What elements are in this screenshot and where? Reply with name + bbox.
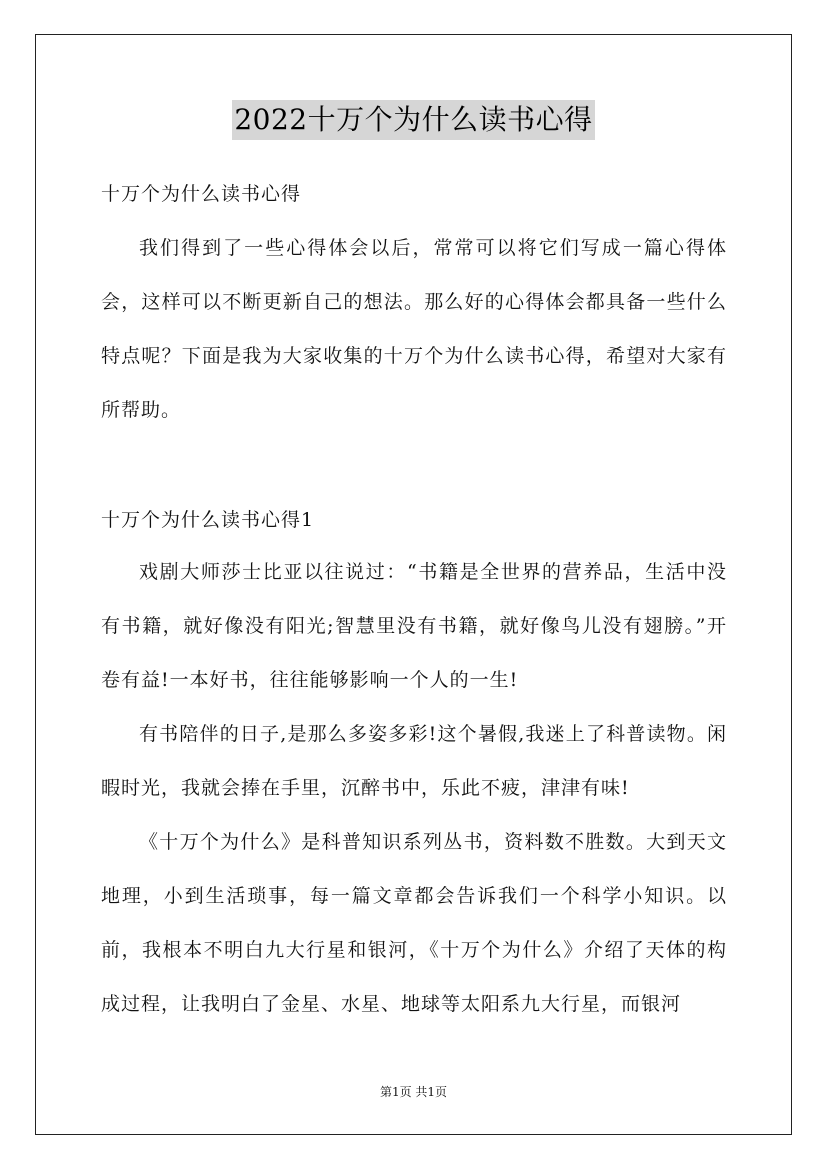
page-footer (0, 1083, 827, 1100)
section1-heading: 十万个为什么读书心得1 (101, 509, 315, 531)
title-container (0, 100, 827, 140)
intro-paragraph: 我们得到了一些心得体会以后，常常可以将它们写成一篇心得体会，这样可以不断更新自己的想法。那么好的心得体会都具备一些什么特点呢？下面是我为大家收集的十万个为什么读书心得，希望对大家有所帮助。 (101, 237, 727, 421)
intro-heading: 十万个为什么读书心得 (101, 183, 302, 205)
section1-paragraph-2: 有书陪伴的日子,是那么多姿多彩!这个暑假,我迷上了科普读物。闲暇时光，我就会捧在手里，沉醉书中，乐此不疲，津津有味! (101, 723, 727, 799)
intro-block (101, 221, 727, 437)
section1-paragraph-3: 《十万个为什么》是科普知识系列丛书，资料数不胜数。大到天文地理，小到生活琐事，每一篇文章都会告诉我们一个科学小知识。以前，我根本不明白九大行星和银河，《十万个为什么》介绍了天体的构成过程，让我明白了金星、水星、地球等太阳系九大行星，而银河 (101, 831, 727, 1015)
section1-body (101, 545, 727, 1031)
section1-paragraph-1: 戏剧大师莎士比亚以往说过：“书籍是全世界的营养品，生活中没有书籍，就好像没有阳光;智慧里没有书籍，就好像鸟儿没有翅膀。”开卷有益!一本好书，往往能够影响一个人的一生! (101, 561, 727, 691)
page-number-label: 第1页 共1页 (379, 1085, 448, 1099)
document-title: 2022十万个为什么读书心得 (232, 100, 594, 140)
